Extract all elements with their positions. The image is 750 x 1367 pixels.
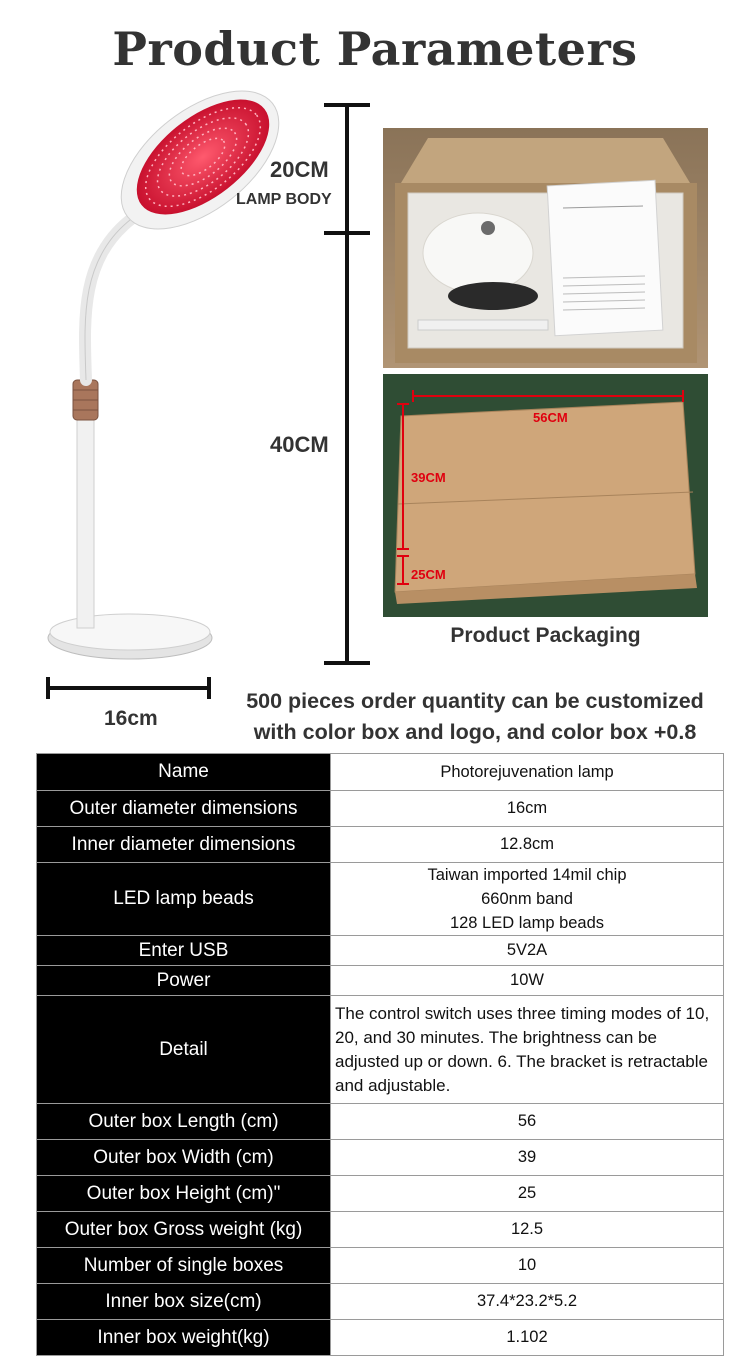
table-row	[37, 827, 724, 863]
param-name: LED lamp beads	[37, 863, 331, 936]
param-value: 39	[331, 1140, 724, 1176]
param-value: 5V2A	[331, 936, 724, 966]
param-name: Outer diameter dimensions	[37, 791, 331, 827]
param-value: Photorejuvenation lamp	[331, 754, 724, 791]
table-row	[37, 936, 724, 966]
param-name: Outer box Width (cm)	[37, 1140, 331, 1176]
param-name: Number of single boxes	[37, 1248, 331, 1284]
table-row	[37, 1320, 724, 1356]
table-row	[37, 996, 724, 1104]
param-value-line: 660nm band	[481, 890, 573, 908]
table-row	[37, 1212, 724, 1248]
param-name: Detail	[37, 996, 331, 1104]
param-value: 37.4*23.2*5.2	[331, 1284, 724, 1320]
table-row	[37, 1248, 724, 1284]
param-name: Outer box Length (cm)	[37, 1104, 331, 1140]
param-value: 10W	[331, 966, 724, 996]
param-value: 16cm	[331, 791, 724, 827]
table-row	[37, 754, 724, 791]
base-width-label: 16cm	[104, 707, 158, 730]
dimension-tick-bottom	[324, 661, 370, 665]
table-row	[37, 1104, 724, 1140]
param-name: Outer box Height (cm)"	[37, 1176, 331, 1212]
box-length-label: 56CM	[533, 410, 568, 425]
page-title: Product Parameters	[112, 22, 638, 76]
param-value	[331, 863, 724, 936]
box-width-label: 39CM	[411, 470, 446, 485]
param-value: The control switch uses three timing modes of 10, 20, and 30 minutes. The brightness can be adjusted up or down. 6. The bracket is retractable and adjustable.	[331, 996, 724, 1104]
customization-note: 500 pieces order quantity can be customized with color box and logo, and color box +0.8	[246, 689, 704, 744]
base-width-tick-right	[207, 677, 211, 699]
packaging-caption: Product Packaging	[450, 624, 641, 647]
packaging-open-box-photo	[383, 128, 708, 368]
table-row	[37, 1140, 724, 1176]
parameters-table	[36, 753, 724, 1356]
param-name: Outer box Gross weight (kg)	[37, 1212, 331, 1248]
base-width-dimension-line	[48, 686, 210, 690]
param-name: Name	[37, 754, 331, 791]
param-value-line: 128 LED lamp beads	[449, 914, 605, 932]
stand-height-label: 40CM	[270, 432, 329, 457]
dimension-tick-top	[324, 103, 370, 107]
param-value: 1.102	[331, 1320, 724, 1356]
param-value: 12.5	[331, 1212, 724, 1248]
lamp-body-height-label: 20CM	[270, 157, 329, 182]
dimension-tick-middle	[324, 231, 370, 235]
table-row	[37, 863, 724, 936]
height-dimension-line	[345, 104, 349, 664]
table-row	[37, 1176, 724, 1212]
param-value: 12.8cm	[331, 827, 724, 863]
param-name: Inner box weight(kg)	[37, 1320, 331, 1356]
table-row	[37, 791, 724, 827]
table-row	[37, 966, 724, 996]
param-value: 25	[331, 1176, 724, 1212]
param-name: Enter USB	[37, 936, 331, 966]
param-name: Power	[37, 966, 331, 996]
param-value: 56	[331, 1104, 724, 1140]
param-name: Inner box size(cm)	[37, 1284, 331, 1320]
lamp-body-label: LAMP BODY	[236, 191, 332, 208]
param-value-line: Taiwan imported 14mil chip	[427, 866, 627, 884]
param-name: Inner diameter dimensions	[37, 827, 331, 863]
table-row	[37, 1284, 724, 1320]
base-width-tick-left	[46, 677, 50, 699]
box-height-label: 25CM	[411, 567, 446, 582]
packaging-closed-box-photo	[383, 374, 708, 617]
param-value: 10	[331, 1248, 724, 1284]
